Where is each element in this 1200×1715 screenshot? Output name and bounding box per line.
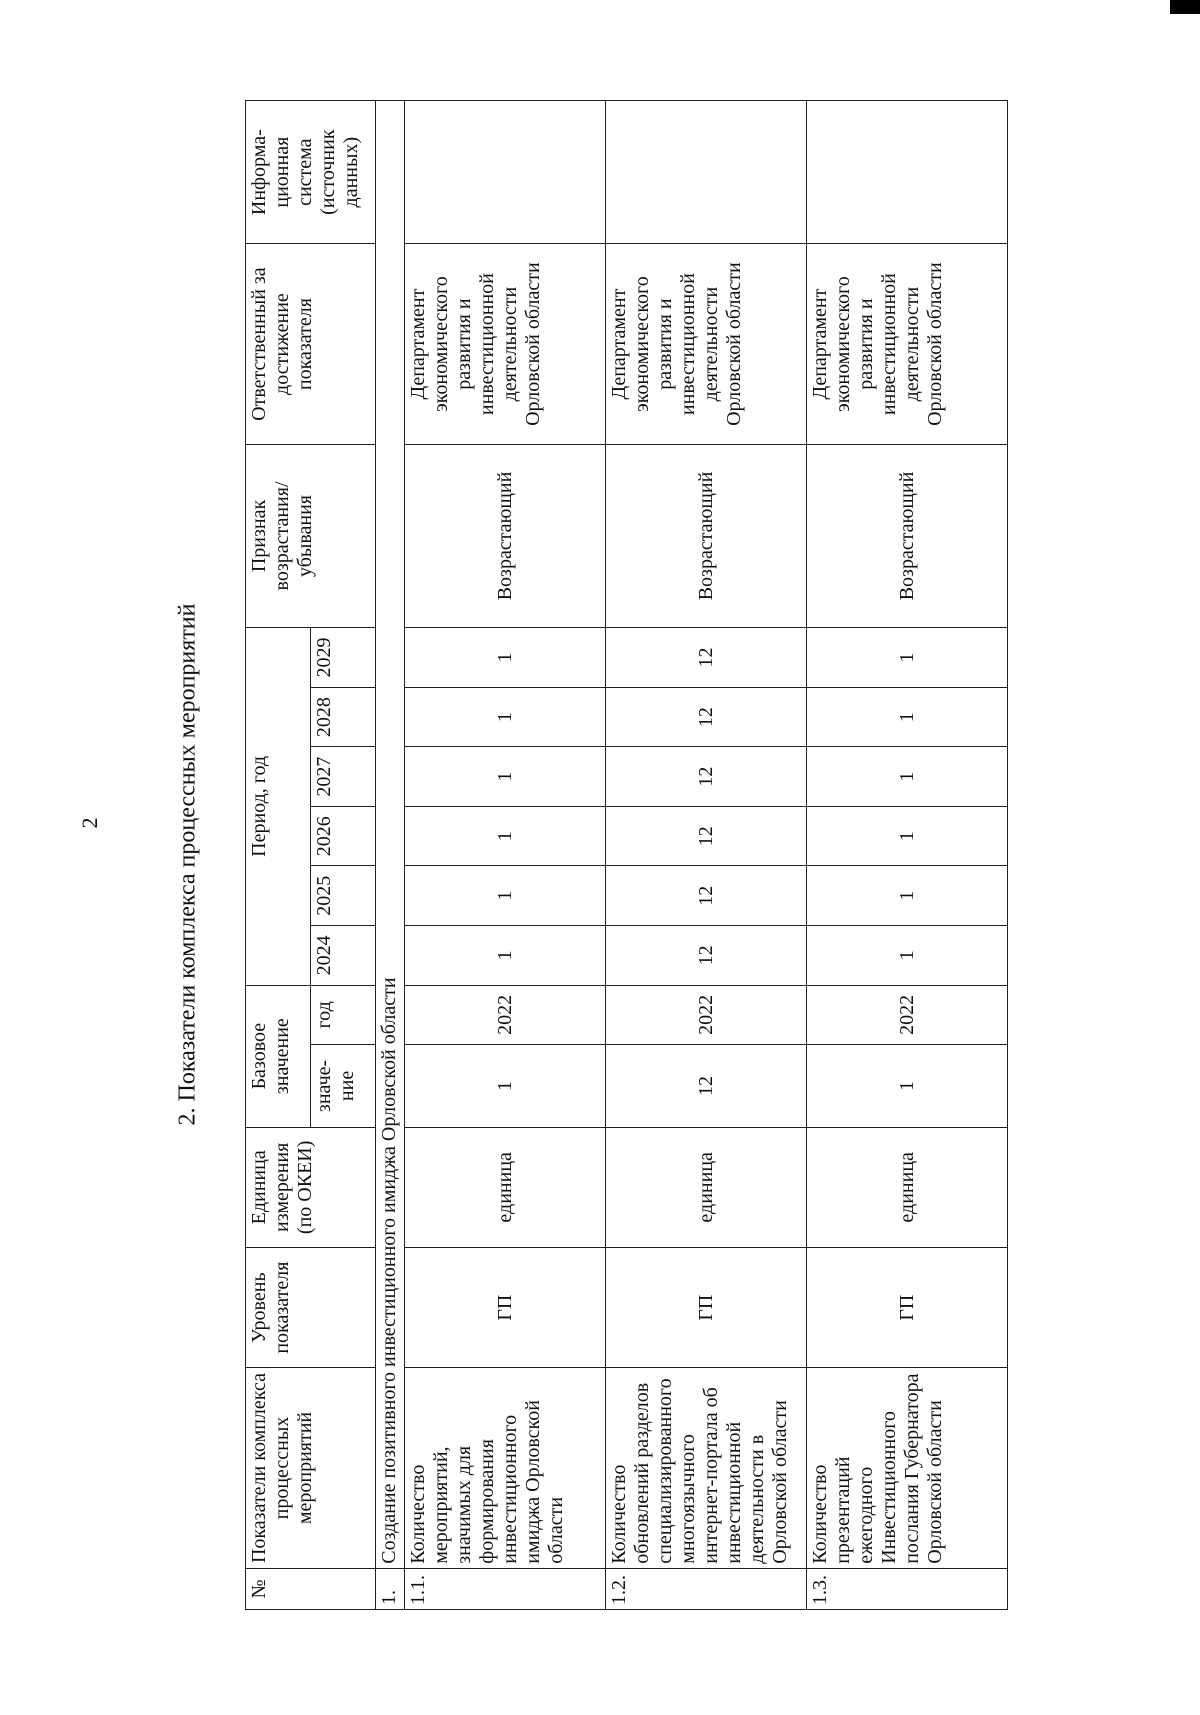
row-2024: 12 [606,926,807,986]
row-responsible: Департамент экономического развития и инвестиционной деятельности Орловской области [606,244,807,445]
indicators-table [245,100,1008,1610]
row-no: 1.1. [405,1568,606,1609]
header-year-2027: 2027 [311,747,376,807]
row-unit: единица [807,1127,1008,1247]
row-2028: 1 [807,687,1008,747]
row-level: ГП [606,1247,807,1367]
row-2025: 1 [405,866,606,926]
row-2028: 12 [606,687,807,747]
section-no: 1. [376,1568,405,1609]
row-2025: 12 [606,866,807,926]
table-row [405,101,606,1610]
row-info-system [606,101,807,244]
scan-corner-mark [1170,0,1200,14]
header-base: Базовое значение [246,985,311,1127]
header-base-year: год [311,985,376,1045]
header-unit: Единица измерения (по ОКЕИ) [246,1127,376,1247]
row-indicator: Количество мероприятий, значимых для формирования инвестиционного имиджа Орловской области [405,1368,606,1569]
row-base-value: 1 [405,1045,606,1127]
row-responsible: Департамент экономического развития и инвестиционной деятельности Орловской области [405,244,606,445]
section-row [376,101,405,1610]
row-2026: 1 [405,806,606,866]
row-trend: Возрастающий [606,444,807,627]
row-level: ГП [405,1247,606,1367]
table-row [807,101,1008,1610]
row-indicator: Количество обновлений разделов специализированного многоязычного интернет-портала об инвестиционной деятельности в Орловской области [606,1368,807,1569]
header-year-2025: 2025 [311,866,376,926]
header-info-system: Информа-ционная система (источник данных) [246,101,376,244]
row-base-year: 2022 [405,985,606,1045]
row-2027: 1 [405,747,606,807]
row-level: ГП [807,1247,1008,1367]
table-row [606,101,807,1610]
row-2027: 12 [606,747,807,807]
row-2029: 12 [606,628,807,688]
row-unit: единица [405,1127,606,1247]
row-2025: 1 [807,866,1008,926]
header-row-1 [246,101,311,1610]
row-2024: 1 [807,926,1008,986]
row-base-year: 2022 [807,985,1008,1045]
row-trend: Возрастающий [405,444,606,627]
row-2029: 1 [405,628,606,688]
row-info-system [405,101,606,244]
header-base-value: значе-ние [311,1045,376,1127]
row-base-value: 1 [807,1045,1008,1127]
header-level: Уровень показателя [246,1247,376,1367]
row-2028: 1 [405,687,606,747]
row-2024: 1 [405,926,606,986]
header-year-2029: 2029 [311,628,376,688]
row-base-value: 12 [606,1045,807,1127]
rotated-table-sheet [245,100,1025,1610]
section-title-cell: Создание позитивного инвестиционного имиджа Орловской области [376,101,405,1569]
row-responsible: Департамент экономического развития и инвестиционной деятельности Орловской области [807,244,1008,445]
row-2026: 12 [606,806,807,866]
header-trend: Признак возрастания/ убывания [246,444,376,627]
header-year-2026: 2026 [311,806,376,866]
row-no: 1.3. [807,1568,1008,1609]
header-no: № [246,1568,376,1609]
header-year-2028: 2028 [311,687,376,747]
row-trend: Возрастающий [807,444,1008,627]
page-number: 2 [77,817,102,829]
row-indicator: Количество презентаций ежегодного Инвестиционного послания Губернатора Орловской области [807,1368,1008,1569]
header-responsible: Ответственный за достижение показателя [246,244,376,445]
row-2026: 1 [807,806,1008,866]
row-info-system [807,101,1008,244]
row-unit: единица [606,1127,807,1247]
row-2029: 1 [807,628,1008,688]
row-base-year: 2022 [606,985,807,1045]
row-2027: 1 [807,747,1008,807]
row-no: 1.2. [606,1568,807,1609]
header-year-2024: 2024 [311,926,376,986]
header-period: Период, год [246,628,311,985]
section-title: 2. Показатели комплекса процессных мероприятий [174,603,201,1126]
header-indicator: Показатели комплекса процессных мероприятий [246,1368,376,1569]
